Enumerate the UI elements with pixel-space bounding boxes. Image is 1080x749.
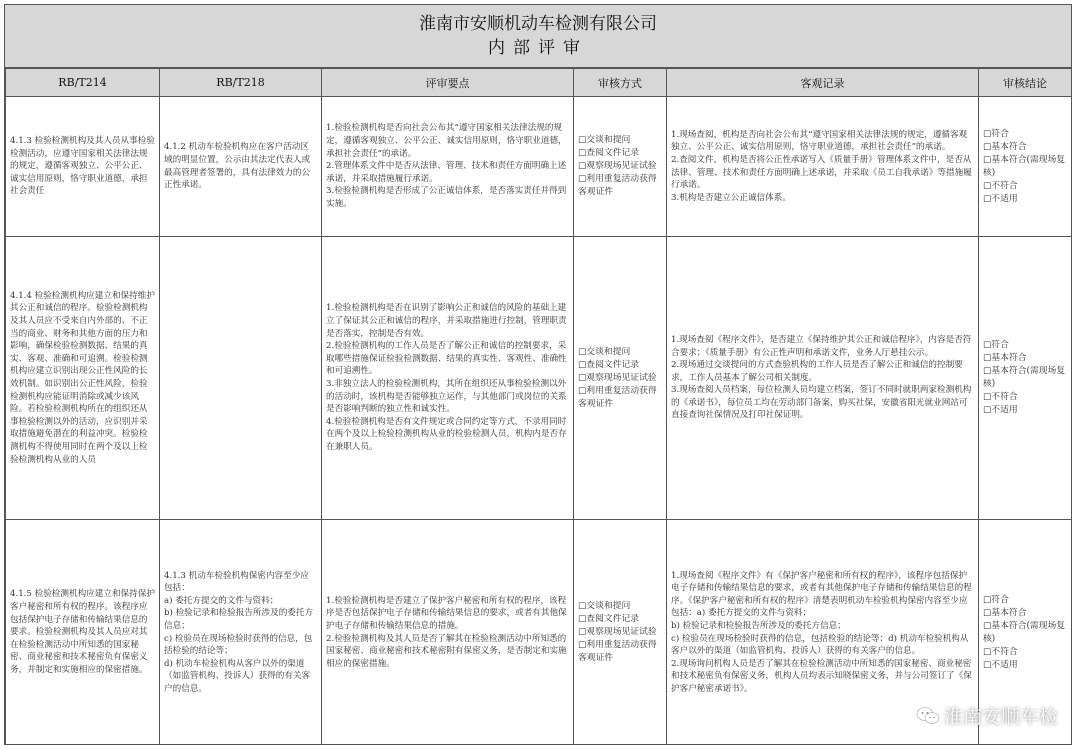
conclusion-option-basic[interactable]: □基本符合 <box>983 353 1027 363</box>
conclusion-option-conform[interactable]: □符合 <box>983 128 1009 139</box>
method-option-repeat-activity[interactable]: □利用重复活动获得客观证件 <box>578 174 657 197</box>
method-option-witness-test[interactable]: □观察现场见证试验 <box>578 161 657 171</box>
conclusion-option-basic-recheck[interactable]: □基本符合(需现场复核) <box>983 154 1066 178</box>
wechat-icon <box>916 706 940 726</box>
method-option-interview[interactable]: □交谈和提问 <box>578 601 631 611</box>
method-option-document-check[interactable]: □查阅文件记录 <box>578 148 640 158</box>
cell-conclusion <box>979 237 1072 520</box>
conclusion-option-nonconform[interactable]: □不符合 <box>983 646 1018 657</box>
column-header-rbt218: RB/T218 <box>160 69 322 97</box>
watermark-text: 淮南安顺车检 <box>943 706 1058 728</box>
conclusion-option-conform[interactable]: □符合 <box>983 594 1009 605</box>
conclusion-option-basic-recheck[interactable]: □基本符合(需现场复核) <box>983 366 1066 389</box>
method-option-interview[interactable]: □交谈和提问 <box>578 346 631 357</box>
column-header-rbt214: RB/T214 <box>6 69 160 97</box>
cell-rbt218 <box>160 237 322 520</box>
cell-rbt218: 4.1.2 机动车检验机构应在客户活动区域的明显位置，公示由其法定代表人或最高管理者签署的，具有法律效力的公正性承诺。 <box>160 97 322 237</box>
table-row <box>6 520 1072 746</box>
document-title: 内部评审 <box>488 38 588 58</box>
method-option-witness-test[interactable]: □观察现场见证试验 <box>578 627 657 637</box>
cell-rbt214: 4.1.4 检验检测机构应建立和保持维护其公正和诚信的程序。检验检测机构及其人员应不受来自内外部的、不正当的商业、财务和其他方面的压力和影响，确保检验检测数据、结果的真实、客观、准确和可追溯。检验检测机构应建立识别出现公正性风险的长效机制。如识别出公正性风险，检验检测机构应能证明消除或减少该风险。若检验检测机构所在的组织还从事检验检测以外的活动，应识别并采取措施避免潜在的利益冲突。检验检测机构不得使用同时在两个及以上检验检测机构从业的人员 <box>6 237 160 520</box>
review-table <box>5 68 1072 745</box>
title-block <box>5 5 1071 68</box>
table-row <box>6 97 1072 237</box>
cell-review-points: 1.检验检测机构是否在识别了影响公正和诚信的风险的基础上建立了保证其公正和诚信的程序，并采取措施进行控制，管理职责是否落实，控制是否有效。 2.检验检测机构的工作人员是否了解公正和诚信的控制要求，采取哪些措施保证检验检测数据、结果的真实性、客观性、准确性和可追溯性。 3.非独立法人的检验检测机构，其所在组织还从事检验检测以外的活动时，该机构是否能够独立运作，与其他部门或岗位的关系是否影响判断的独立性和诚实性。 4.检验检测机构是否有文件规定或合同约定等方式，不录用同时在两个及以上检验检测机构从业的检验检测人员，机构内是否存在兼职人员。 <box>322 237 574 520</box>
conclusion-option-conform[interactable]: □符合 <box>983 340 1009 350</box>
method-option-repeat-activity[interactable]: □利用重复活动获得客观证件 <box>578 640 657 663</box>
conclusion-option-basic[interactable]: □基本符合 <box>983 607 1027 618</box>
conclusion-option-basic[interactable]: □基本符合 <box>983 141 1027 152</box>
cell-review-method <box>574 237 667 520</box>
column-header-conclusion: 审核结论 <box>979 69 1072 97</box>
method-option-witness-test[interactable]: □观察现场见证试验 <box>578 372 657 383</box>
conclusion-option-not-applicable[interactable]: □不适用 <box>983 193 1018 204</box>
method-option-repeat-activity[interactable]: □利用重复活动获得客观证件 <box>578 385 657 409</box>
cell-rbt218: 4.1.3 机动车检验机构保密内容至少应包括： a) 委托方提交的文件与资料； b) 检验记录和检验报告所涉及的委托方信息； c) 检验员在现场检验时获得的信息，包括检验的结论等； d) 机动车检验机构从客户以外的渠道（如监管机构、投诉人）获得的有关客户的信息。 <box>160 520 322 746</box>
review-sheet <box>4 4 1072 745</box>
company-name: 淮南市安顺机动车检测有限公司 <box>419 14 657 34</box>
cell-review-points: 1.检验检测机构是否建立了保护客户秘密和所有权的程序，该程序是否包括保护电子存储和传输结果信息的要求，或者有其他保护电子存储和传输结果信息的措施。 2.检验检测机构及其人员是否了解其在检验检测活动中所知悉的国家秘密、商业秘密和技术秘密附有保密义务，是否制定和实施相应的保密措施。 <box>322 520 574 746</box>
conclusion-option-not-applicable[interactable]: □不适用 <box>983 659 1018 670</box>
table-row <box>6 237 1072 520</box>
cell-objective-record: 1.现场查阅《程序文件》有《保护客户秘密和所有权的程序》，该程序包括保护电子存储和传输结果信息的要求，或者有其他保护电子存储和传输结果信息的程序。《保护客户秘密和所有权的程序》清楚表明机动车检验机构保密内容至少应包括：a) 委托方提交的文件与资料； b) 检验记录和检验报告所涉及的委托方信息； c) 检验员在现场检验时获得的信息，包括检验的结论等；d) 机动车检验机构从客户以外的渠道（如监管机构、投诉人）获得的有关客户的信息。 2.现场询问机构人员是否了解其在检验检测活动中所知悉的国家秘密、商业秘密和技术秘密负有保密义务，机构人员均表示知晓保密义务，并与公司签订了《保护客户秘密承诺书》。 <box>667 520 979 746</box>
cell-rbt214: 4.1.5 检验检测机构应建立和保持保护客户秘密和所有权的程序。该程序应包括保护电子存储和传输结果信息的要求。检验检测机构及其人员应对其在检验检测活动中所知悉的国家秘密、商业秘密和技术秘密负有保密义务，并制定和实施相应的保密措施。 <box>6 520 160 746</box>
conclusion-option-nonconform[interactable]: □不符合 <box>983 392 1018 402</box>
column-header-objective-record: 客观记录 <box>667 69 979 97</box>
cell-review-points: 1.检验检测机构是否向社会公布其“遵守国家相关法律法规的规定，遵循客观独立、公平公正、诚实信用原则，恪守职业道德，承担社会责任”的承诺。 2.管理体系文件中是否从法律、管理、技术和责任方面明确上述承诺，并采取措施履行承诺。 3.检验检测机构是否形成了公正诚信体系，是否落实责任并得到实施。 <box>322 97 574 237</box>
cell-review-method <box>574 520 667 746</box>
method-option-document-check[interactable]: □查阅文件记录 <box>578 614 640 624</box>
cell-review-method <box>574 97 667 237</box>
method-option-document-check[interactable]: □查阅文件记录 <box>578 359 640 370</box>
cell-conclusion <box>979 97 1072 237</box>
cell-objective-record: 1.现场查阅，机构是否向社会公布其“遵守国家相关法律法规的规定，遵循客观独立、公平公正、诚实信用原则，恪守职业道德，承担社会责任”的承诺。 2.查阅文件，机构是否将公正性承诺写入《质量手册》管理体系文件中，是否从法律、管理、技术和责任方面明确上述承诺，并采取《员工自我承诺》等措施履行承诺。 3.机构是否建立公正诚信体系。 <box>667 97 979 237</box>
conclusion-option-not-applicable[interactable]: □不适用 <box>983 405 1018 415</box>
watermark <box>916 702 1058 729</box>
conclusion-option-basic-recheck[interactable]: □基本符合(需现场复核) <box>983 620 1066 644</box>
column-header-review-points: 评审要点 <box>322 69 574 97</box>
cell-objective-record: 1.现场查阅《程序文件》，是否建立《保持维护其公正和诚信程序》，内容是否符合要求；《质量手册》有公正性声明和承诺文件，业务人厅悬挂公示。 2.现场通过交谈提问的方式查验机构的工作人员是否了解公正和诚信的控制要求，工作人员基本了解公司相关制度。 3.现场查阅人员档案，每位检测人员均建立档案，签订不同时就职两家检测机构的《承诺书》，每位员工均在劳动部门备案，购买社保，安徽省阳光就业网站可直接查询社保情况及打印社保证明。 <box>667 237 979 520</box>
column-header-review-method: 审核方式 <box>574 69 667 97</box>
table-header-row <box>6 69 1072 97</box>
method-option-interview[interactable]: □交谈和提问 <box>578 135 631 145</box>
cell-rbt214: 4.1.3 检验检测机构及其人员从事检验检测活动，应遵守国家相关法律法规的规定，遵循客观独立、公平公正、诚实信用原则，恪守职业道德，承担社会责任 <box>6 97 160 237</box>
conclusion-option-nonconform[interactable]: □不符合 <box>983 180 1018 191</box>
